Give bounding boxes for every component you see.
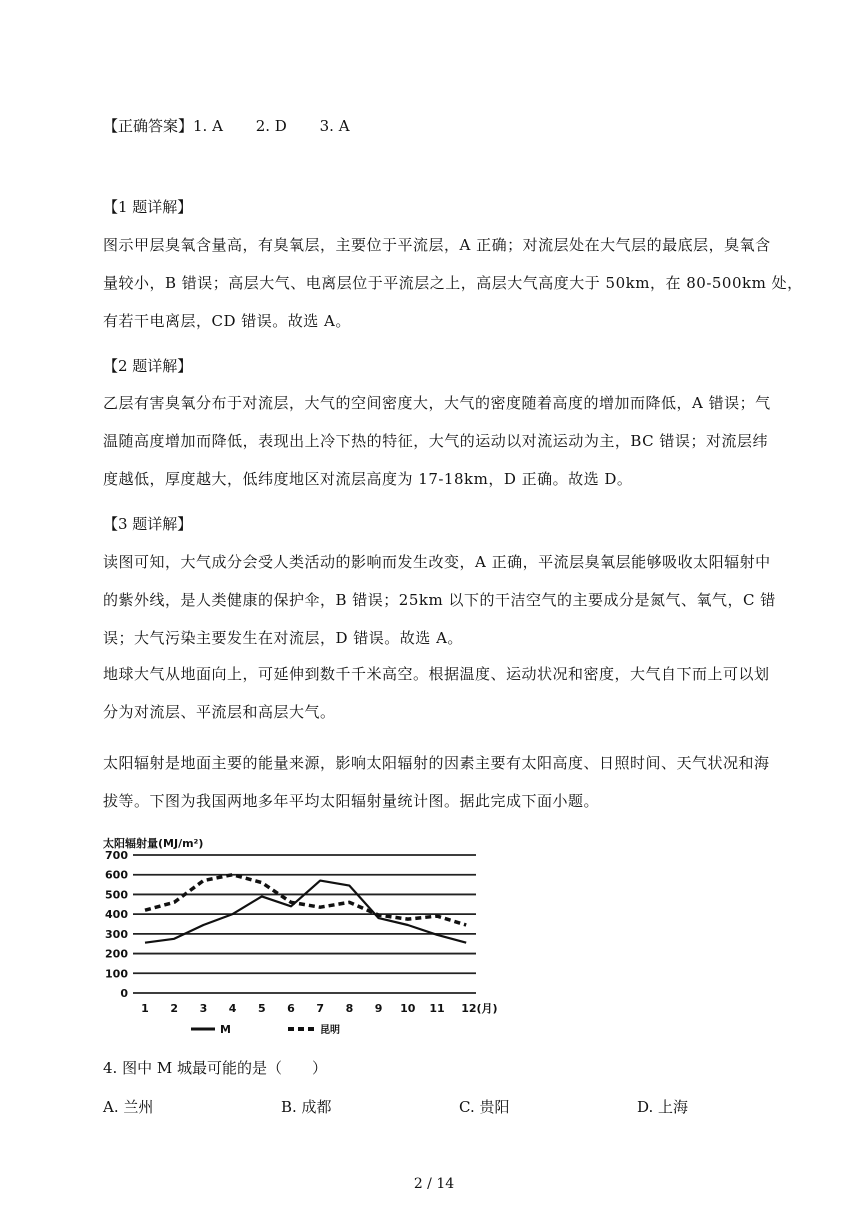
chart-x-ticks (141, 1002, 497, 1015)
y-tick-100: 100 (105, 967, 128, 981)
chart-y-axis-label: 太阳辐射量(MJ/m²) (103, 837, 204, 850)
y-tick-700: 700 (105, 849, 128, 862)
q3-heading: 【3 题详解】 (103, 515, 193, 533)
x-tick-11: 11 (429, 1002, 445, 1015)
background-2-line-2: 拔等。下图为我国两地多年平均太阳辐射量统计图。据此完成下面小题。 (103, 792, 600, 810)
x-tick-2: 2 (170, 1002, 179, 1015)
x-tick-3: 3 (199, 1002, 208, 1015)
chart-series (145, 875, 466, 943)
legend-label-kunming: 昆明 (320, 1025, 340, 1036)
page-number: 2 / 14 (413, 1176, 455, 1192)
option-c[interactable]: C. 贵阳 (459, 1098, 510, 1116)
solar-radiation-chart (103, 830, 523, 1045)
y-tick-400: 400 (105, 908, 128, 922)
chart-y-ticks (105, 849, 128, 1000)
y-tick-600: 600 (105, 868, 128, 882)
x-tick-4: 4 (228, 1002, 237, 1015)
x-tick-8: 8 (345, 1002, 354, 1015)
q1-heading: 【1 题详解】 (103, 198, 193, 216)
q1-explanation (103, 226, 803, 340)
answer-item-2: 2. D (255, 117, 287, 135)
x-tick-10: 10 (400, 1002, 416, 1015)
option-d[interactable]: D. 上海 (637, 1098, 689, 1116)
q2-line-1: 乙层有害臭氧分布于对流层，大气的空间密度大，大气的密度随着高度的增加而降低，A 错误；气 (103, 394, 771, 412)
y-tick-0: 0 (120, 987, 128, 1000)
option-b[interactable]: B. 成都 (281, 1098, 332, 1116)
background-paragraph-2 (103, 744, 768, 820)
q3-explanation (103, 543, 776, 657)
x-tick-1: 1 (141, 1002, 149, 1015)
background-1-line-2: 分为对流层、平流层和高层大气。 (103, 703, 336, 721)
q1-line-2: 量较小，B 错误；高层大气、电离层位于平流层之上，高层大气高度大于 50km，在 80-500km 处， (103, 274, 803, 292)
y-tick-500: 500 (105, 888, 128, 902)
chart-grid (133, 855, 476, 993)
x-tick-5: 5 (257, 1002, 266, 1015)
q2-line-2: 温随高度增加而降低，表现出上冷下热的特征，大气的运动以对流运动为主，BC 错误；对流层纬 (103, 432, 768, 450)
y-tick-200: 200 (105, 947, 128, 961)
answer-line (103, 115, 768, 136)
answer-label: 【正确答案】 (103, 117, 194, 135)
background-paragraph-1 (103, 655, 768, 731)
q2-heading: 【2 题详解】 (103, 357, 193, 375)
legend-label-m: M (220, 1023, 231, 1036)
y-tick-300: 300 (105, 927, 128, 941)
q2-line-3: 度越低，厚度越大，低纬度地区对流层高度为 17-18km，D 正确。故选 D。 (103, 470, 633, 488)
q1-line-3: 有若干电离层，CD 错误。故选 A。 (103, 312, 351, 330)
question-4-options (103, 1096, 768, 1120)
q1-line-1: 图示甲层臭氧含量高，有臭氧层，主要位于平流层，A 正确；对流层处在大气层的最底层，臭氧含 (103, 236, 771, 254)
x-tick-9: 9 (374, 1002, 383, 1015)
background-2-line-1: 太阳辐射是地面主要的能量来源，影响太阳辐射的因素主要有太阳高度、日照时间、天气状况和海 (103, 754, 770, 772)
q3-line-2: 的紫外线，是人类健康的保护伞，B 错误；25km 以下的干洁空气的主要成分是氮气、氧气，C 错 (103, 591, 776, 609)
x-tick-7: 7 (316, 1002, 325, 1015)
answer-item-1: 1. A (193, 117, 223, 135)
chart-legend (191, 1023, 340, 1036)
q3-line-3: 误；大气污染主要发生在对流层，D 错误。故选 A。 (103, 629, 463, 647)
q2-explanation (103, 384, 771, 498)
q3-line-1: 读图可知，大气成分会受人类活动的影响而发生改变，A 正确，平流层臭氧层能够吸收太阳辐射中 (103, 553, 771, 571)
x-tick-6: 6 (287, 1002, 295, 1015)
question-4-stem: 4. 图中 M 城最可能的是（ ） (103, 1059, 327, 1077)
background-1-line-1: 地球大气从地面向上，可延伸到数千千米高空。根据温度、运动状况和密度，大气自下而上可以划 (103, 665, 770, 683)
answer-item-3: 3. A (319, 117, 350, 135)
option-a[interactable]: A. 兰州 (103, 1098, 154, 1116)
series-line-kunming (145, 875, 466, 925)
x-tick-12: 12(月) (461, 1002, 498, 1015)
